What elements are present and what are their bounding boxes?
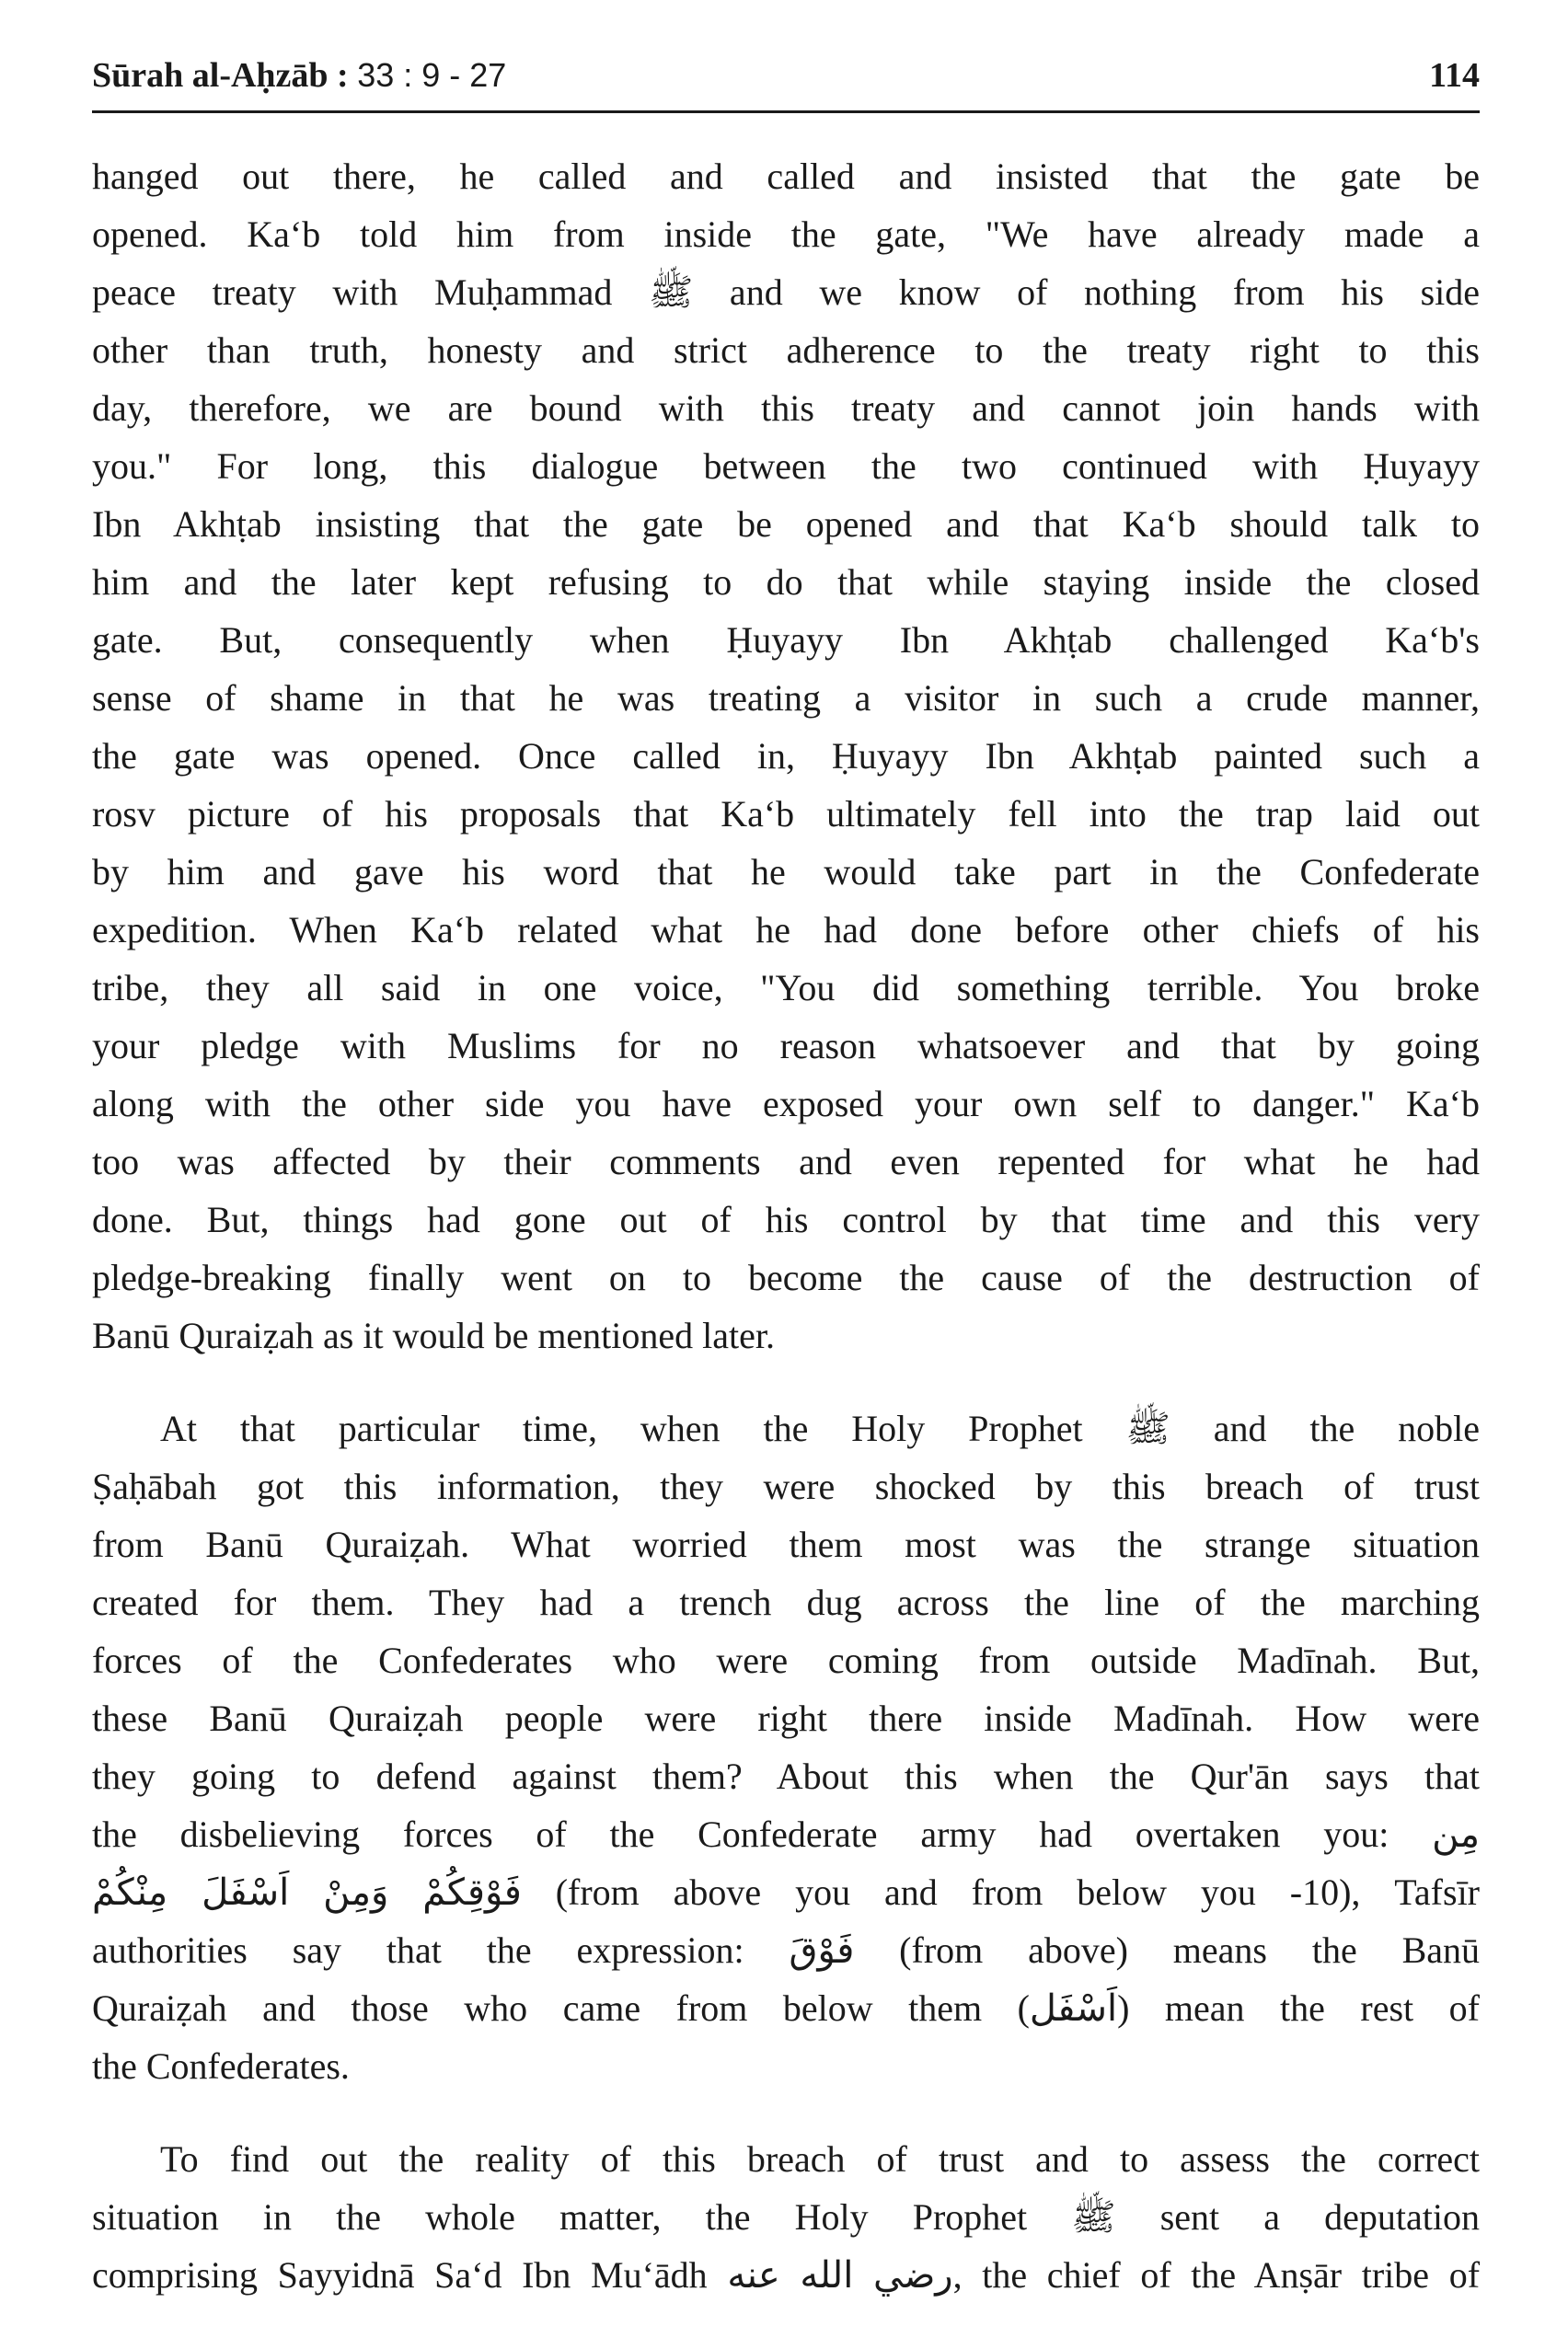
text-line: Banū Quraiẓah as it would be mentioned later. (92, 1315, 776, 1356)
text-line: Ṣaḥābah got this information, they were shocked by this breach of trust (92, 1466, 1480, 1507)
text-line: you." For long, this dialogue between the two continued with Ḥuyayy (92, 445, 1480, 487)
text-line: situation in the whole matter, the Holy Prophet ﷺ sent a deputation (92, 2196, 1481, 2238)
text-line: forces of the Confederates who were coming from outside Madīnah. But, (92, 1640, 1480, 1681)
text-line: rosv picture of his proposals that Ka‘b ultimately fell into the trap laid out (92, 793, 1480, 835)
text-line: created for them. They had a trench dug across the line of the marching (92, 1582, 1480, 1623)
text-line: the gate was opened. Once called in, Ḥuyayy Ibn Akhṭab painted such a (92, 735, 1480, 777)
paragraph-gap (92, 1365, 1480, 1399)
text-line: the Confederates. (92, 2045, 350, 2087)
verse-reference: 33 : 9 - 27 (357, 56, 507, 94)
text-line: فَوْقِكُمْ وَمِنْ اَسْفَلَ مِنْكُمْ (from above you and from below you -10), Tafsīr (92, 1871, 1480, 1913)
text-line: along with the other side you have exposed your own self to danger." Ka‘b (92, 1083, 1480, 1124)
text-line: tribe, they all said in one voice, "You did something terrible. You broke (92, 967, 1480, 1008)
body-text (92, 147, 1480, 2304)
surah-title (92, 50, 506, 101)
text-line: expedition. When Ka‘b related what he had done before other chiefs of his (92, 909, 1480, 950)
text-line: Quraiẓah and those who came from below them (اَسْفَل) mean the rest of (92, 1987, 1480, 2029)
text-line: from Banū Quraiẓah. What worried them most was the strange situation (92, 1524, 1480, 1565)
text-line: hanged out there, he called and called and insisted that the gate be (92, 155, 1480, 197)
text-line: by him and gave his word that he would take part in the Confederate (92, 851, 1480, 892)
text-line: Ibn Akhṭab insisting that the gate be opened and that Ka‘b should talk to (92, 503, 1480, 545)
header-rule (92, 110, 1480, 113)
text-line: too was affected by their comments and even repented for what he had (92, 1141, 1480, 1182)
surah-name: Sūrah al-Aḥzāb : (92, 56, 349, 95)
paragraph-gap (92, 2095, 1480, 2130)
text-line: the disbelieving forces of the Confederate army had overtaken you: مِن (92, 1814, 1480, 1855)
text-line: they going to defend against them? About this when the Qur'ān says that (92, 1756, 1480, 1797)
text-line: other than truth, honesty and strict adherence to the treaty right to this (92, 329, 1480, 371)
paragraph-2 (92, 1399, 1480, 2095)
text-line: opened. Ka‘b told him from inside the gate, "We have already made a (92, 213, 1480, 255)
paragraph-1 (92, 147, 1480, 1365)
page-number: 114 (1429, 56, 1480, 95)
text-line: comprising Sayyidnā Sa‘d Ibn Mu‘ādh رضي الله عنه, the chief of the Anṣār tribe of (92, 2254, 1481, 2296)
running-head (92, 50, 1480, 101)
text-line: day, therefore, we are bound with this treaty and cannot join hands with (92, 387, 1480, 429)
text-line: authorities say that the expression: فَوْقَ (from above) means the Banū (92, 1929, 1481, 1971)
text-line: sense of shame in that he was treating a visitor in such a crude manner, (92, 677, 1480, 719)
paragraph-3 (92, 2130, 1480, 2304)
text-line: pledge-breaking finally went on to become the cause of the destruction of (92, 1257, 1480, 1298)
text-line: peace treaty with Muḥammad ﷺ and we know of nothing from his side (92, 271, 1480, 313)
text-line: gate. But, consequently when Ḥuyayy Ibn Akhṭab challenged Ka‘b's (92, 619, 1480, 661)
text-line: these Banū Quraiẓah people were right there inside Madīnah. How were (92, 1698, 1480, 1739)
text-line: your pledge with Muslims for no reason whatsoever and that by going (92, 1025, 1480, 1066)
text-line: To find out the reality of this breach of trust and to assess the correct (160, 2138, 1480, 2180)
text-line: him and the later kept refusing to do that while staying inside the closed (92, 561, 1480, 603)
text-line: At that particular time, when the Holy Prophet ﷺ and the noble (160, 1408, 1480, 1449)
text-line: done. But, things had gone out of his control by that time and this very (92, 1199, 1480, 1240)
